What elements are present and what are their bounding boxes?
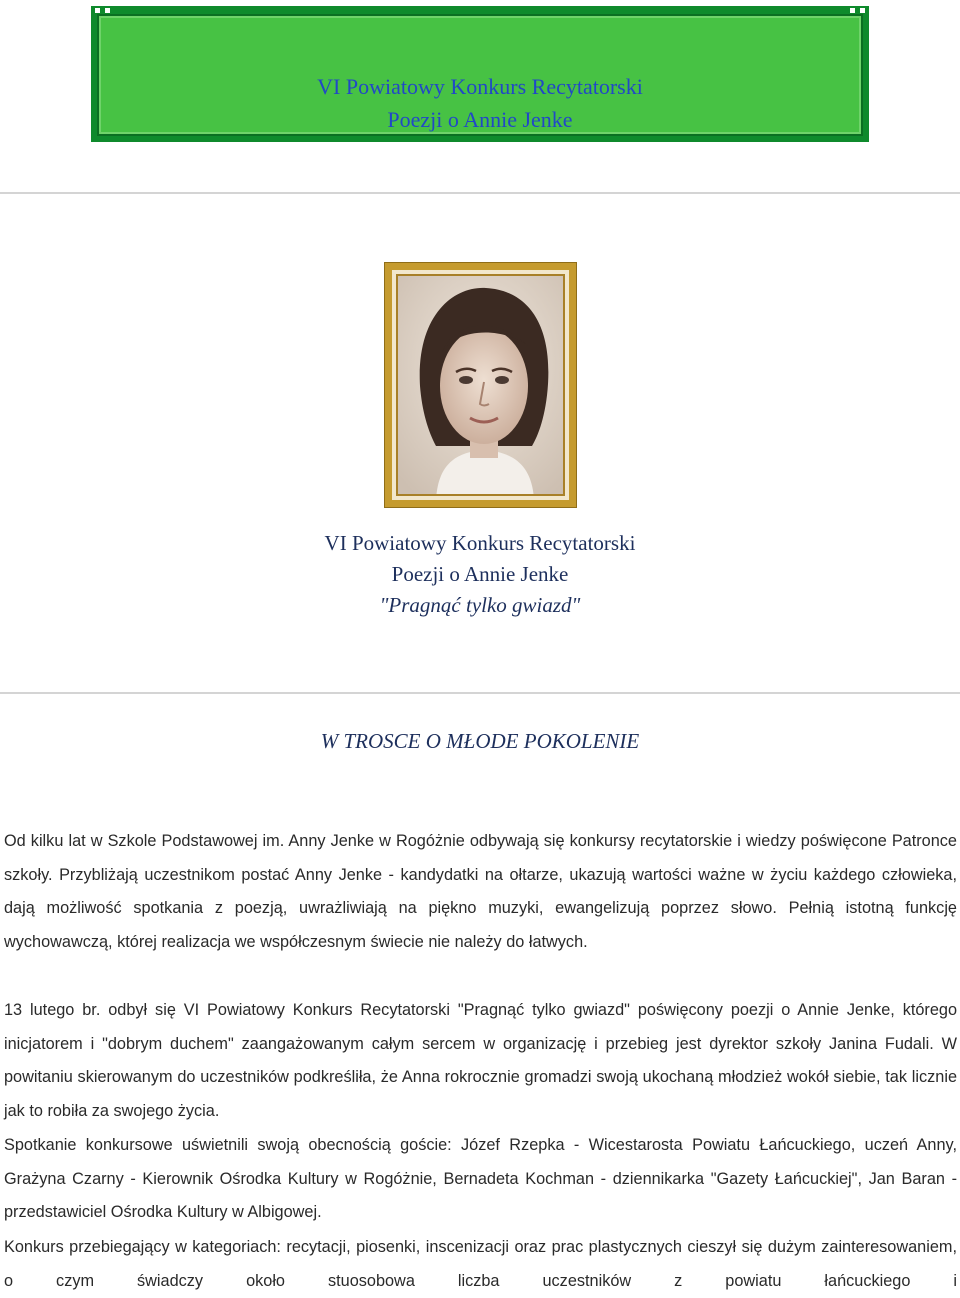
article-paragraph: Spotkanie konkursowe uświetnili swoją obecnością goście: Józef Rzepka - Wicestarosta Powiatu Łańcuckiego, uczeń Anny, Grażyna Czarny - Kierownik Ośrodka Kultury w Rogóżnie, Bernadeta Kochman - dziennikarka "Gazety Łańcuckiej", Jan Baran - przedstawiciel Ośrodka Kultury w Albigowej. bbox=[4, 1136, 957, 1221]
header-banner-inner bbox=[97, 14, 863, 136]
portrait-photo-icon bbox=[396, 274, 565, 496]
header-title-line1: VI Powiatowy Konkurs Recytatorski bbox=[317, 74, 643, 99]
article-paragraph: Od kilku lat w Szkole Podstawowej im. Anny Jenke w Rogóżnie odbywają się konkursy recytatorskie i wiedzy poświęcone Patronce szkoły. Przybliżają uczestnikom postać Anny Jenke - kandydatki na ołtarze, ukazują wartości ważne w życiu każdego człowieka, dają możliwość spotkania z poezją, uwrażliwiają na piękno muzyki, ewangelizują poprzez słowo. Pełnią istotną funkcję wychowawczą, której realizacja we współczesnym świecie nie należy do łatwych. bbox=[4, 832, 957, 951]
banner-corner-dot bbox=[105, 8, 110, 13]
banner-corner-dot bbox=[850, 8, 855, 13]
article-paragraph: 13 lutego br. odbył się VI Powiatowy Konkurs Recytatorski "Pragnąć tylko gwiazd" poświęcony poezji o Annie Jenke, którego inicjatorem i "dobrym duchem" zaangażowanym całym sercem w organizację i przebieg jest dyrektor szkoły Janina Fudali. W powitaniu skierowanym do uczestników podkreśliła, że Anna rokrocznie gromadzi swoją ukochaną młodzież wokół siebie, tak licznie jak to robiła za swojego życia. bbox=[4, 1001, 957, 1120]
event-title-line2: Poezji o Annie Jenke bbox=[391, 562, 569, 586]
section-heading: W TROSCE O MŁODE POKOLENIE bbox=[320, 729, 640, 753]
portrait-frame bbox=[385, 263, 576, 507]
divider bbox=[0, 192, 960, 194]
event-title-line1: VI Powiatowy Konkurs Recytatorski bbox=[324, 531, 636, 555]
divider bbox=[0, 692, 960, 694]
banner-corner-dot bbox=[95, 8, 100, 13]
article-paragraph: Konkurs przebiegający w kategoriach: recytacji, piosenki, inscenizacji oraz prac plastycznych cieszył się dużym zainteresowaniem, o czym świadczy około stuosobowa liczba uczestników z powiatu łańcuckiego i bbox=[4, 1238, 957, 1290]
header-title-line2: Poezji o Annie Jenke bbox=[387, 107, 573, 132]
header-title bbox=[99, 70, 861, 136]
header-banner bbox=[91, 6, 869, 142]
banner-corner-dot bbox=[860, 8, 865, 13]
event-motto: "Pragnąć tylko gwiazd" bbox=[379, 593, 581, 617]
